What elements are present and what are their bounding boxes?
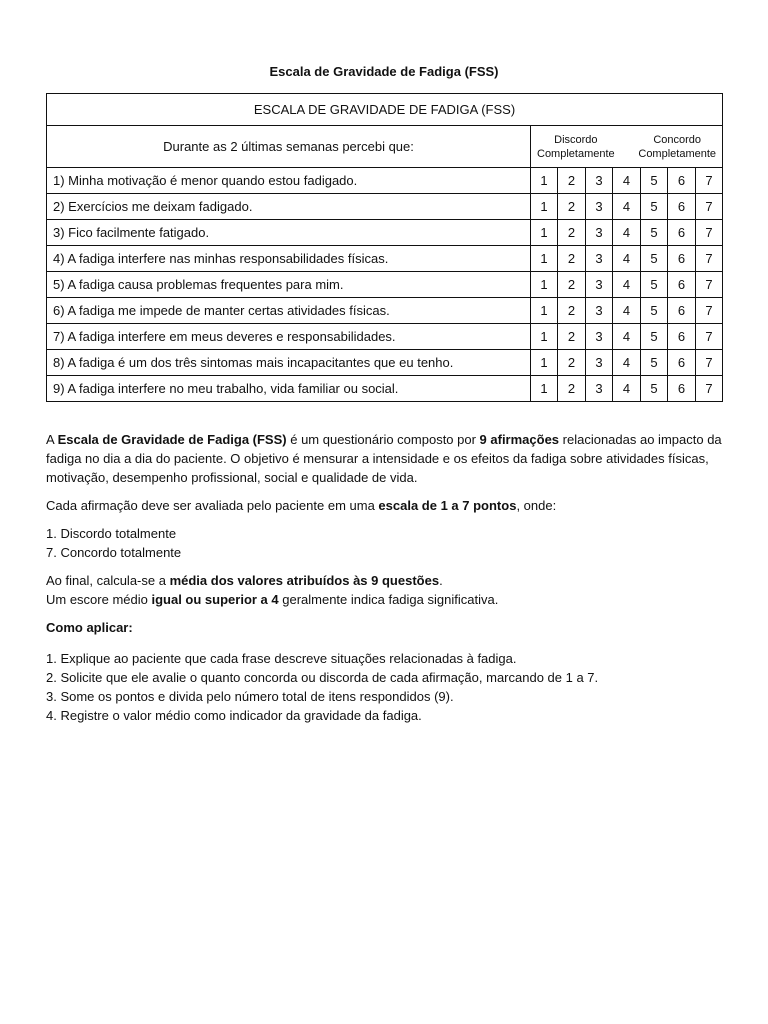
statement-text: 7) A fadiga interfere em meus deveres e responsabilidades. xyxy=(47,324,531,350)
score-option[interactable]: 5 xyxy=(641,324,668,350)
score-option[interactable]: 4 xyxy=(613,376,641,402)
score-option[interactable]: 6 xyxy=(668,350,696,376)
score-option[interactable]: 5 xyxy=(641,350,668,376)
score-option[interactable]: 4 xyxy=(613,194,641,220)
score-option[interactable]: 2 xyxy=(558,194,586,220)
step-item: 4. Registre o valor médio como indicador da gravidade da fadiga. xyxy=(46,708,422,723)
table-row xyxy=(47,272,723,298)
table-row xyxy=(47,350,723,376)
score-option[interactable]: 3 xyxy=(586,272,613,298)
score-option[interactable]: 7 xyxy=(696,246,723,272)
table-row xyxy=(47,246,723,272)
score-option[interactable]: 1 xyxy=(531,350,558,376)
anchor-disagree: Discordo Completamente xyxy=(537,133,615,160)
step-item: 2. Solicite que ele avalie o quanto concorda ou discorda de cada afirmação, marcando de 1 a 7. xyxy=(46,670,599,685)
score-option[interactable]: 4 xyxy=(613,246,641,272)
score-option[interactable]: 5 xyxy=(641,194,668,220)
score-option[interactable]: 7 xyxy=(696,324,723,350)
score-option[interactable]: 6 xyxy=(668,168,696,194)
statement-text: 5) A fadiga causa problemas frequentes para mim. xyxy=(47,272,531,298)
score-option[interactable]: 3 xyxy=(586,168,613,194)
table-header: ESCALA DE GRAVIDADE DE FADIGA (FSS) xyxy=(47,94,723,126)
score-option[interactable]: 1 xyxy=(531,324,558,350)
score-option[interactable]: 4 xyxy=(613,298,641,324)
score-option[interactable]: 2 xyxy=(558,350,586,376)
score-option[interactable]: 3 xyxy=(586,246,613,272)
score-option[interactable]: 1 xyxy=(531,220,558,246)
score-option[interactable]: 2 xyxy=(558,298,586,324)
score-option[interactable]: 1 xyxy=(531,376,558,402)
score-option[interactable]: 6 xyxy=(668,298,696,324)
anchor-agree: Concordo Completamente xyxy=(638,133,717,160)
scale-list-item: 1. Discordo totalmente xyxy=(46,526,177,541)
score-option[interactable]: 4 xyxy=(613,350,641,376)
scale-list xyxy=(46,524,726,562)
score-option[interactable]: 6 xyxy=(668,246,696,272)
score-option[interactable]: 7 xyxy=(696,220,723,246)
step-item: 1. Explique ao paciente que cada frase descreve situações relacionadas à fadiga. xyxy=(46,651,517,666)
score-option[interactable]: 6 xyxy=(668,376,696,402)
score-option[interactable]: 3 xyxy=(586,324,613,350)
statement-text: 3) Fico facilmente fatigado. xyxy=(47,220,531,246)
score-option[interactable]: 5 xyxy=(641,376,668,402)
score-option[interactable]: 2 xyxy=(558,220,586,246)
table-row xyxy=(47,376,723,402)
score-option[interactable]: 1 xyxy=(531,272,558,298)
statement-text: 4) A fadiga interfere nas minhas responsabilidades físicas. xyxy=(47,246,531,272)
score-option[interactable]: 7 xyxy=(696,298,723,324)
score-option[interactable]: 7 xyxy=(696,272,723,298)
instructions xyxy=(46,430,726,734)
score-option[interactable]: 6 xyxy=(668,272,696,298)
table-prompt: Durante as 2 últimas semanas percebi que: xyxy=(47,126,531,168)
statement-text: 9) A fadiga interfere no meu trabalho, vida familiar ou social. xyxy=(47,376,531,402)
score-option[interactable]: 4 xyxy=(613,272,641,298)
intro-paragraph: A Escala de Gravidade de Fadiga (FSS) é um questionário composto por 9 afirmações relacionadas ao impacto da fadiga no dia a dia do paciente. O objetivo é mensurar a intensidade e os efeitos da fadiga sobre atividades físicas, motivação, desempenho profissional, social e qualidade de vida. xyxy=(46,432,722,485)
table-row xyxy=(47,194,723,220)
score-option[interactable]: 6 xyxy=(668,194,696,220)
score-option[interactable]: 7 xyxy=(696,194,723,220)
table-row xyxy=(47,220,723,246)
score-option[interactable]: 2 xyxy=(558,324,586,350)
document-title: Escala de Gravidade de Fadiga (FSS) xyxy=(269,64,499,79)
score-option[interactable]: 3 xyxy=(586,194,613,220)
scale-list-item: 7. Concordo totalmente xyxy=(46,545,182,560)
score-option[interactable]: 4 xyxy=(613,220,641,246)
score-option[interactable]: 3 xyxy=(586,220,613,246)
score-option[interactable]: 6 xyxy=(668,324,696,350)
steps-list xyxy=(46,649,726,725)
score-option[interactable]: 7 xyxy=(696,350,723,376)
score-option[interactable]: 2 xyxy=(558,246,586,272)
score-option[interactable]: 1 xyxy=(531,246,558,272)
score-option[interactable]: 4 xyxy=(613,324,641,350)
scoring-paragraph: Ao final, calcula-se a média dos valores atribuídos às 9 questões. Um escore médio igual ou superior a 4 geralmente indica fadiga significativa. xyxy=(46,573,499,607)
score-option[interactable]: 1 xyxy=(531,168,558,194)
score-option[interactable]: 7 xyxy=(696,168,723,194)
score-option[interactable]: 5 xyxy=(641,298,668,324)
how-to-apply-heading: Como aplicar: xyxy=(46,620,133,635)
score-option[interactable]: 2 xyxy=(558,168,586,194)
score-option[interactable]: 2 xyxy=(558,272,586,298)
fss-table xyxy=(46,93,723,402)
score-option[interactable]: 3 xyxy=(586,376,613,402)
statement-text: 6) A fadiga me impede de manter certas atividades físicas. xyxy=(47,298,531,324)
score-option[interactable]: 4 xyxy=(613,168,641,194)
score-option[interactable]: 5 xyxy=(641,246,668,272)
score-option[interactable]: 2 xyxy=(558,376,586,402)
score-option[interactable]: 1 xyxy=(531,298,558,324)
scale-anchors xyxy=(531,126,723,168)
statement-text: 2) Exercícios me deixam fadigado. xyxy=(47,194,531,220)
score-option[interactable]: 5 xyxy=(641,168,668,194)
table-row xyxy=(47,324,723,350)
score-option[interactable]: 1 xyxy=(531,194,558,220)
score-option[interactable]: 5 xyxy=(641,220,668,246)
score-option[interactable]: 6 xyxy=(668,220,696,246)
statement-text: 1) Minha motivação é menor quando estou fadigado. xyxy=(47,168,531,194)
score-option[interactable]: 3 xyxy=(586,298,613,324)
score-option[interactable]: 5 xyxy=(641,272,668,298)
table-row xyxy=(47,298,723,324)
statement-text: 8) A fadiga é um dos três sintomas mais incapacitantes que eu tenho. xyxy=(47,350,531,376)
step-item: 3. Some os pontos e divida pelo número total de itens respondidos (9). xyxy=(46,689,454,704)
table-row xyxy=(47,168,723,194)
score-option[interactable]: 3 xyxy=(586,350,613,376)
score-option[interactable]: 7 xyxy=(696,376,723,402)
scale-paragraph: Cada afirmação deve ser avaliada pelo paciente em uma escala de 1 a 7 pontos, onde: xyxy=(46,498,557,513)
